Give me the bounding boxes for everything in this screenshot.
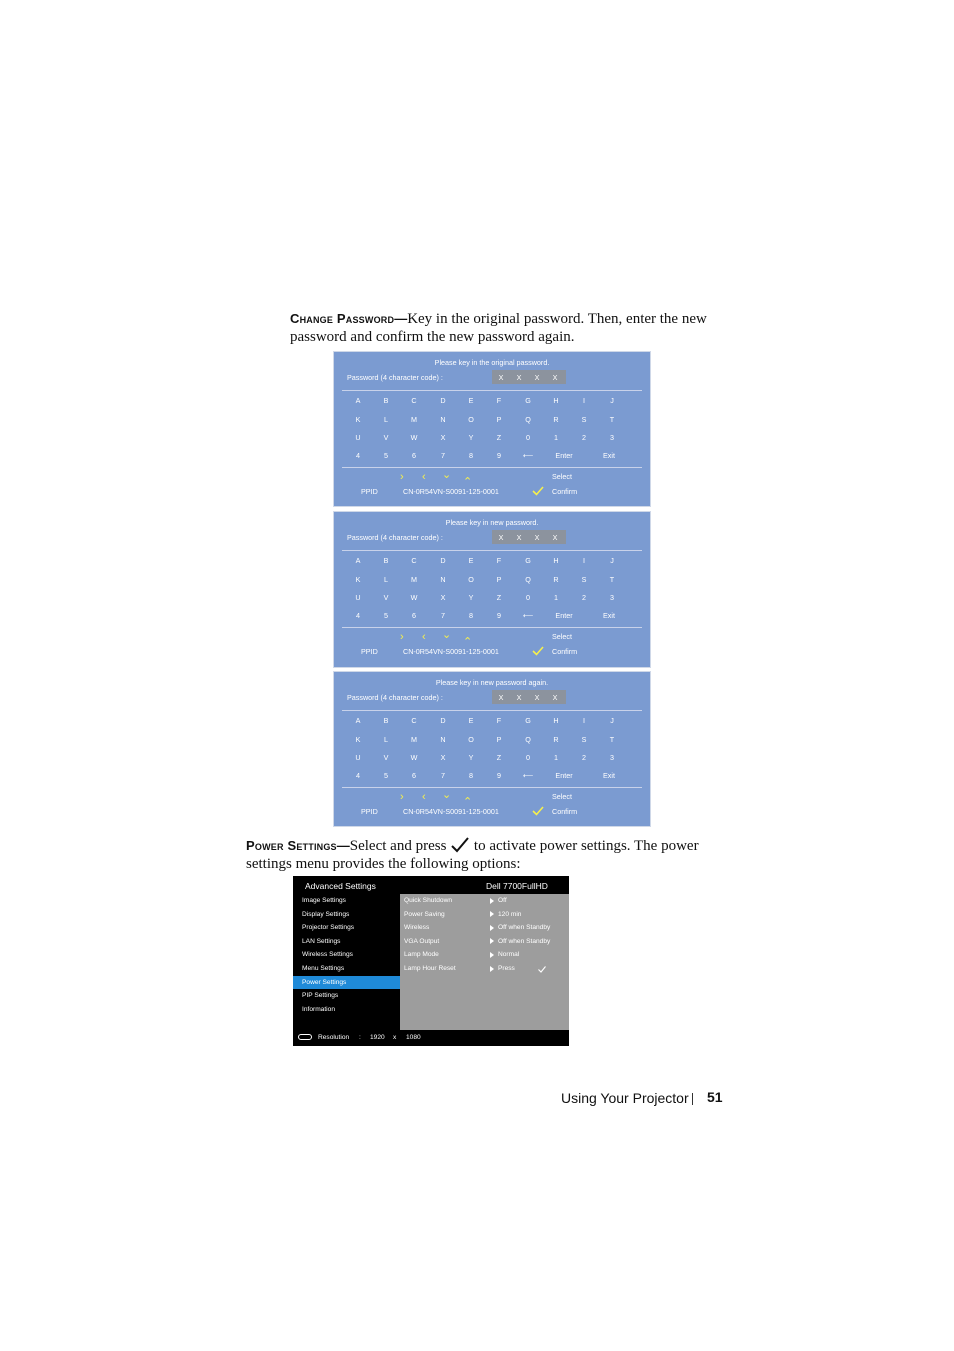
password-mask-char: X (534, 693, 540, 702)
power-settings-line2: settings menu provides the following options: (246, 855, 521, 872)
keyboard-key[interactable]: O (468, 575, 474, 584)
resolution-colon: : (359, 1034, 361, 1041)
keyboard-key[interactable]: Q (525, 735, 531, 744)
keyboard-key[interactable]: A (355, 556, 361, 565)
keyboard-key[interactable]: O (468, 415, 474, 424)
keyboard-key[interactable]: F (496, 716, 502, 725)
keyboard-key[interactable]: 6 (412, 451, 416, 460)
keyboard-key[interactable]: X (440, 593, 446, 602)
menu-item-label: Menu Settings (302, 965, 345, 972)
keyboard-key[interactable]: H (553, 716, 559, 725)
password-panel-original (333, 351, 651, 507)
ppid-value: CN-0R54VN-S0091-125-0001 (403, 647, 499, 656)
password-mask-char: X (552, 693, 558, 702)
menu-item-label: PIP Settings (302, 992, 339, 1000)
option-label[interactable]: Lamp Hour Reset (404, 965, 456, 972)
password-panel-confirm (333, 671, 651, 827)
option-label[interactable]: Wireless (404, 924, 430, 932)
keyboard-key[interactable]: X (440, 433, 446, 442)
keyboard-key[interactable]: K (355, 575, 361, 584)
keyboard-key[interactable]: 6 (412, 771, 416, 780)
right-triangle-icon (490, 952, 494, 958)
password-mask-char: X (498, 533, 504, 542)
ppid-label: PPID (361, 487, 378, 496)
keyboard-key[interactable]: J (610, 396, 614, 405)
keyboard-key[interactable]: D (440, 396, 446, 405)
ppid-label: PPID (361, 807, 378, 816)
select-hint: Select (552, 792, 572, 801)
separator (342, 627, 642, 628)
password-mask-char: X (516, 373, 522, 382)
keyboard-key[interactable]: I (583, 396, 585, 405)
keyboard-key[interactable]: X (440, 753, 446, 762)
menu-item[interactable] (293, 989, 400, 1003)
menu-title: Advanced Settings (305, 881, 376, 891)
menu-item-label: Display Settings (302, 910, 350, 918)
menu-item-label: Power Settings (302, 978, 347, 986)
keyboard-key[interactable]: W (410, 753, 418, 762)
ppid-value: CN-0R54VN-S0091-125-0001 (403, 807, 499, 816)
keyboard-key[interactable]: M (411, 575, 417, 584)
up-arrow-icon: ⌃ (463, 476, 473, 488)
keyboard-key[interactable]: G (525, 396, 531, 405)
down-arrow-icon: ⌄ (442, 629, 452, 641)
keyboard-key[interactable]: S (581, 575, 587, 584)
keyboard-key[interactable]: O (468, 735, 474, 744)
menu-item-label: Projector Settings (302, 924, 355, 932)
keyboard-key[interactable]: Y (468, 753, 474, 762)
right-arrow-icon: › (400, 631, 404, 643)
keyboard-key[interactable]: D (440, 716, 446, 725)
keyboard-key[interactable]: L (384, 415, 388, 424)
keyboard-key[interactable]: E (468, 716, 474, 725)
keyboard-key[interactable]: 3 (610, 593, 614, 602)
menu-category-list (293, 894, 400, 1030)
keyboard-key[interactable]: R (553, 575, 559, 584)
keyboard-key[interactable]: V (383, 753, 389, 762)
resolution-height: 1080 (406, 1034, 421, 1041)
keyboard-key[interactable]: 8 (469, 771, 473, 780)
keyboard-key[interactable]: ⟵ (522, 451, 534, 460)
right-triangle-icon (490, 938, 494, 944)
keyboard-key[interactable]: 3 (610, 433, 614, 442)
option-label[interactable]: Lamp Mode (404, 951, 439, 959)
keyboard-key[interactable]: B (383, 396, 389, 405)
keyboard-key[interactable]: W (410, 433, 418, 442)
power-settings-term: Power Settings (246, 838, 337, 853)
keyboard-key[interactable]: 0 (526, 433, 530, 442)
keyboard-key[interactable]: Y (468, 433, 474, 442)
keyboard-key[interactable]: 1 (554, 753, 558, 762)
keyboard-key[interactable]: Z (496, 753, 502, 762)
power-settings-line1a: Select and press (349, 838, 447, 854)
separator (342, 710, 642, 711)
page-number: 51 (707, 1089, 723, 1105)
keyboard-key[interactable]: S (581, 735, 587, 744)
keyboard-key[interactable]: W (410, 593, 418, 602)
keyboard-key[interactable]: H (553, 556, 559, 565)
keyboard-key[interactable]: ⟵ (522, 771, 534, 780)
menu-item[interactable] (293, 962, 400, 976)
term-dash: — (336, 838, 350, 853)
separator (342, 787, 642, 788)
menu-item[interactable] (293, 935, 400, 949)
keyboard-key[interactable]: E (468, 556, 474, 565)
keyboard-key[interactable]: C (411, 556, 417, 565)
keyboard-key[interactable]: S (581, 415, 587, 424)
keyboard-key[interactable]: 9 (497, 451, 501, 460)
confirm-check-icon (532, 646, 544, 656)
keyboard-key[interactable]: B (383, 556, 389, 565)
option-value[interactable]: 120 min (498, 910, 522, 918)
input-source-icon (298, 1034, 312, 1040)
keyboard-key[interactable]: Enter (555, 771, 573, 780)
confirm-check-icon (532, 486, 544, 496)
keyboard-key[interactable]: Enter (555, 451, 573, 460)
right-triangle-icon (490, 898, 494, 904)
keyboard-key[interactable]: V (383, 593, 389, 602)
menu-item[interactable] (293, 894, 400, 908)
option-value[interactable]: Off when Standby (498, 937, 551, 945)
menu-item[interactable] (293, 1003, 400, 1017)
separator (342, 550, 642, 551)
footer-divider (692, 1093, 693, 1105)
keyboard-key[interactable]: 7 (441, 611, 445, 620)
change-password-paragraph (290, 310, 707, 346)
left-arrow-icon: ‹ (422, 631, 426, 643)
keyboard-key[interactable]: 3 (610, 753, 614, 762)
keyboard-key[interactable]: 7 (441, 451, 445, 460)
keyboard-key[interactable]: P (496, 415, 502, 424)
keyboard-key[interactable]: B (383, 716, 389, 725)
keyboard-key[interactable]: J (610, 716, 614, 725)
keyboard-key[interactable]: Exit (603, 451, 615, 460)
keyboard-key[interactable]: 4 (356, 611, 360, 620)
checkmark-icon (538, 966, 546, 973)
right-triangle-icon (490, 966, 494, 972)
checkmark-icon (450, 837, 470, 853)
keyboard-key[interactable]: 8 (469, 451, 473, 460)
keyboard-key[interactable]: Q (525, 415, 531, 424)
password-field-label: Password (4 character code) : (347, 373, 443, 382)
confirm-hint: Confirm (552, 647, 578, 656)
keyboard-key[interactable]: Exit (603, 611, 615, 620)
keyboard-key[interactable]: 9 (497, 611, 501, 620)
password-mask-char: X (552, 373, 558, 382)
resolution-bar (293, 1030, 569, 1046)
keyboard-key[interactable]: Q (525, 575, 531, 584)
power-options-panel (400, 894, 569, 1030)
keyboard-key[interactable]: M (411, 735, 417, 744)
password-mask-char: X (552, 533, 558, 542)
keyboard-key[interactable]: 2 (582, 593, 586, 602)
option-value[interactable]: Normal (498, 951, 520, 959)
password-mask-char: X (498, 693, 504, 702)
right-arrow-icon: › (400, 471, 404, 483)
keyboard-key[interactable]: F (496, 396, 502, 405)
password-mask-char: X (516, 533, 522, 542)
menu-item-label: Wireless Settings (302, 951, 353, 959)
menu-item[interactable] (293, 948, 400, 962)
keyboard-key[interactable]: C (411, 716, 417, 725)
select-hint: Select (552, 472, 572, 481)
keyboard-key[interactable]: K (355, 735, 361, 744)
keyboard-key[interactable]: Z (496, 593, 502, 602)
keyboard-key[interactable]: J (610, 556, 614, 565)
keyboard-key[interactable]: 9 (497, 771, 501, 780)
keyboard-key[interactable]: Z (496, 433, 502, 442)
option-label[interactable]: Quick Shutdown (404, 897, 453, 904)
option-value[interactable]: Off (498, 897, 507, 904)
keyboard-key[interactable]: L (384, 575, 388, 584)
keyboard-key[interactable]: 5 (384, 771, 388, 780)
keyboard-key[interactable]: R (553, 735, 559, 744)
up-arrow-icon: ⌃ (463, 636, 473, 648)
keyboard-key[interactable]: I (583, 556, 585, 565)
option-label[interactable]: Power Saving (404, 910, 445, 918)
keyboard-key[interactable]: U (355, 593, 361, 602)
keyboard-key[interactable]: P (496, 575, 502, 584)
right-arrow-icon: › (400, 791, 404, 803)
term-dash: — (394, 311, 408, 326)
keyboard-key[interactable]: M (411, 415, 417, 424)
right-triangle-icon (490, 925, 494, 931)
keyboard-key[interactable]: N (440, 735, 446, 744)
ppid-value: CN-0R54VN-S0091-125-0001 (403, 487, 499, 496)
footer-section-title: Using Your Projector (561, 1090, 689, 1106)
keyboard-key[interactable]: F (496, 556, 502, 565)
keyboard-key[interactable]: A (355, 716, 361, 725)
keyboard-key[interactable]: 4 (356, 451, 360, 460)
separator (342, 467, 642, 468)
keyboard-key[interactable]: 5 (384, 611, 388, 620)
password-mask-box[interactable] (492, 690, 566, 704)
menu-item-label: Information (302, 1005, 335, 1013)
change-password-term: Change Password (290, 311, 395, 326)
left-arrow-icon: ‹ (422, 471, 426, 483)
password-mask-char: X (516, 693, 522, 702)
keyboard-key[interactable]: ⟵ (522, 611, 534, 620)
keyboard-key[interactable]: I (583, 716, 585, 725)
password-field-label: Password (4 character code) : (347, 533, 443, 542)
keyboard-key[interactable]: 1 (554, 593, 558, 602)
right-triangle-icon (490, 911, 494, 917)
keyboard-key[interactable]: 0 (526, 753, 530, 762)
projector-model: Dell 7700FullHD (486, 881, 548, 891)
password-field-label: Password (4 character code) : (347, 693, 443, 702)
keyboard-key[interactable]: 8 (469, 611, 473, 620)
keyboard-key[interactable]: R (553, 415, 559, 424)
menu-item-label: Image Settings (302, 897, 346, 904)
password-mask-char: X (498, 373, 504, 382)
power-settings-line1b: to activate power settings. The power (473, 838, 699, 854)
menu-item[interactable] (293, 921, 400, 935)
keyboard-key[interactable]: T (609, 415, 615, 424)
option-value[interactable]: Off when Standby (498, 924, 551, 932)
keyboard-key[interactable]: 0 (526, 593, 530, 602)
menu-item[interactable] (293, 976, 400, 990)
password-mask-char: X (534, 373, 540, 382)
keyboard-key[interactable]: Y (468, 593, 474, 602)
keyboard-key[interactable]: A (355, 396, 361, 405)
keyboard-key[interactable]: 6 (412, 611, 416, 620)
keyboard-key[interactable]: U (355, 433, 361, 442)
keyboard-key[interactable]: K (355, 415, 361, 424)
resolution-x: x (393, 1034, 397, 1041)
confirm-hint: Confirm (552, 487, 578, 496)
keyboard-key[interactable]: 1 (554, 433, 558, 442)
power-settings-paragraph (246, 837, 699, 873)
confirm-check-icon (532, 806, 544, 816)
option-value[interactable]: Press (498, 965, 515, 972)
resolution-width: 1920 (370, 1034, 385, 1041)
keyboard-key[interactable]: Exit (603, 771, 615, 780)
keyboard-key[interactable]: Enter (555, 611, 573, 620)
down-arrow-icon: ⌄ (442, 469, 452, 481)
password-prompt: Please key in new password. (445, 518, 539, 527)
password-mask-box[interactable] (492, 530, 566, 544)
password-prompt: Please key in the original password. (434, 358, 550, 367)
down-arrow-icon: ⌄ (442, 789, 452, 801)
confirm-hint: Confirm (552, 807, 578, 816)
separator (342, 390, 642, 391)
option-label[interactable]: VGA Output (404, 937, 440, 945)
keyboard-key[interactable]: T (609, 575, 615, 584)
left-arrow-icon: ‹ (422, 791, 426, 803)
keyboard-key[interactable]: D (440, 556, 446, 565)
menu-item[interactable] (293, 908, 400, 922)
resolution-label: Resolution (318, 1034, 350, 1041)
keyboard-key[interactable]: G (525, 716, 531, 725)
change-password-line2: password and confirm the new password again. (290, 328, 575, 345)
keyboard-key[interactable]: C (411, 396, 417, 405)
select-hint: Select (552, 632, 572, 641)
keyboard-key[interactable]: T (609, 735, 615, 744)
keyboard-key[interactable]: H (553, 396, 559, 405)
keyboard-key[interactable]: P (496, 735, 502, 744)
ppid-label: PPID (361, 647, 378, 656)
keyboard-key[interactable]: N (440, 415, 446, 424)
keyboard-key[interactable]: U (355, 753, 361, 762)
advanced-settings-menu (293, 876, 569, 1046)
keyboard-key[interactable]: N (440, 575, 446, 584)
change-password-line1: Key in the original password. Then, enter the new (407, 311, 707, 327)
password-panel-new (333, 511, 651, 668)
password-mask-char: X (534, 533, 540, 542)
keyboard-key[interactable]: L (384, 735, 388, 744)
menu-item-label: LAN Settings (302, 937, 341, 945)
password-prompt: Please key in new password again. (435, 678, 549, 687)
keyboard-key[interactable]: V (383, 433, 389, 442)
keyboard-key[interactable]: 7 (441, 771, 445, 780)
keyboard-key[interactable]: 4 (356, 771, 360, 780)
up-arrow-icon: ⌃ (463, 796, 473, 808)
keyboard-key[interactable]: 2 (582, 433, 586, 442)
keyboard-key[interactable]: G (525, 556, 531, 565)
password-mask-box[interactable] (492, 370, 566, 384)
keyboard-key[interactable]: 2 (582, 753, 586, 762)
keyboard-key[interactable]: 5 (384, 451, 388, 460)
keyboard-key[interactable]: E (468, 396, 474, 405)
